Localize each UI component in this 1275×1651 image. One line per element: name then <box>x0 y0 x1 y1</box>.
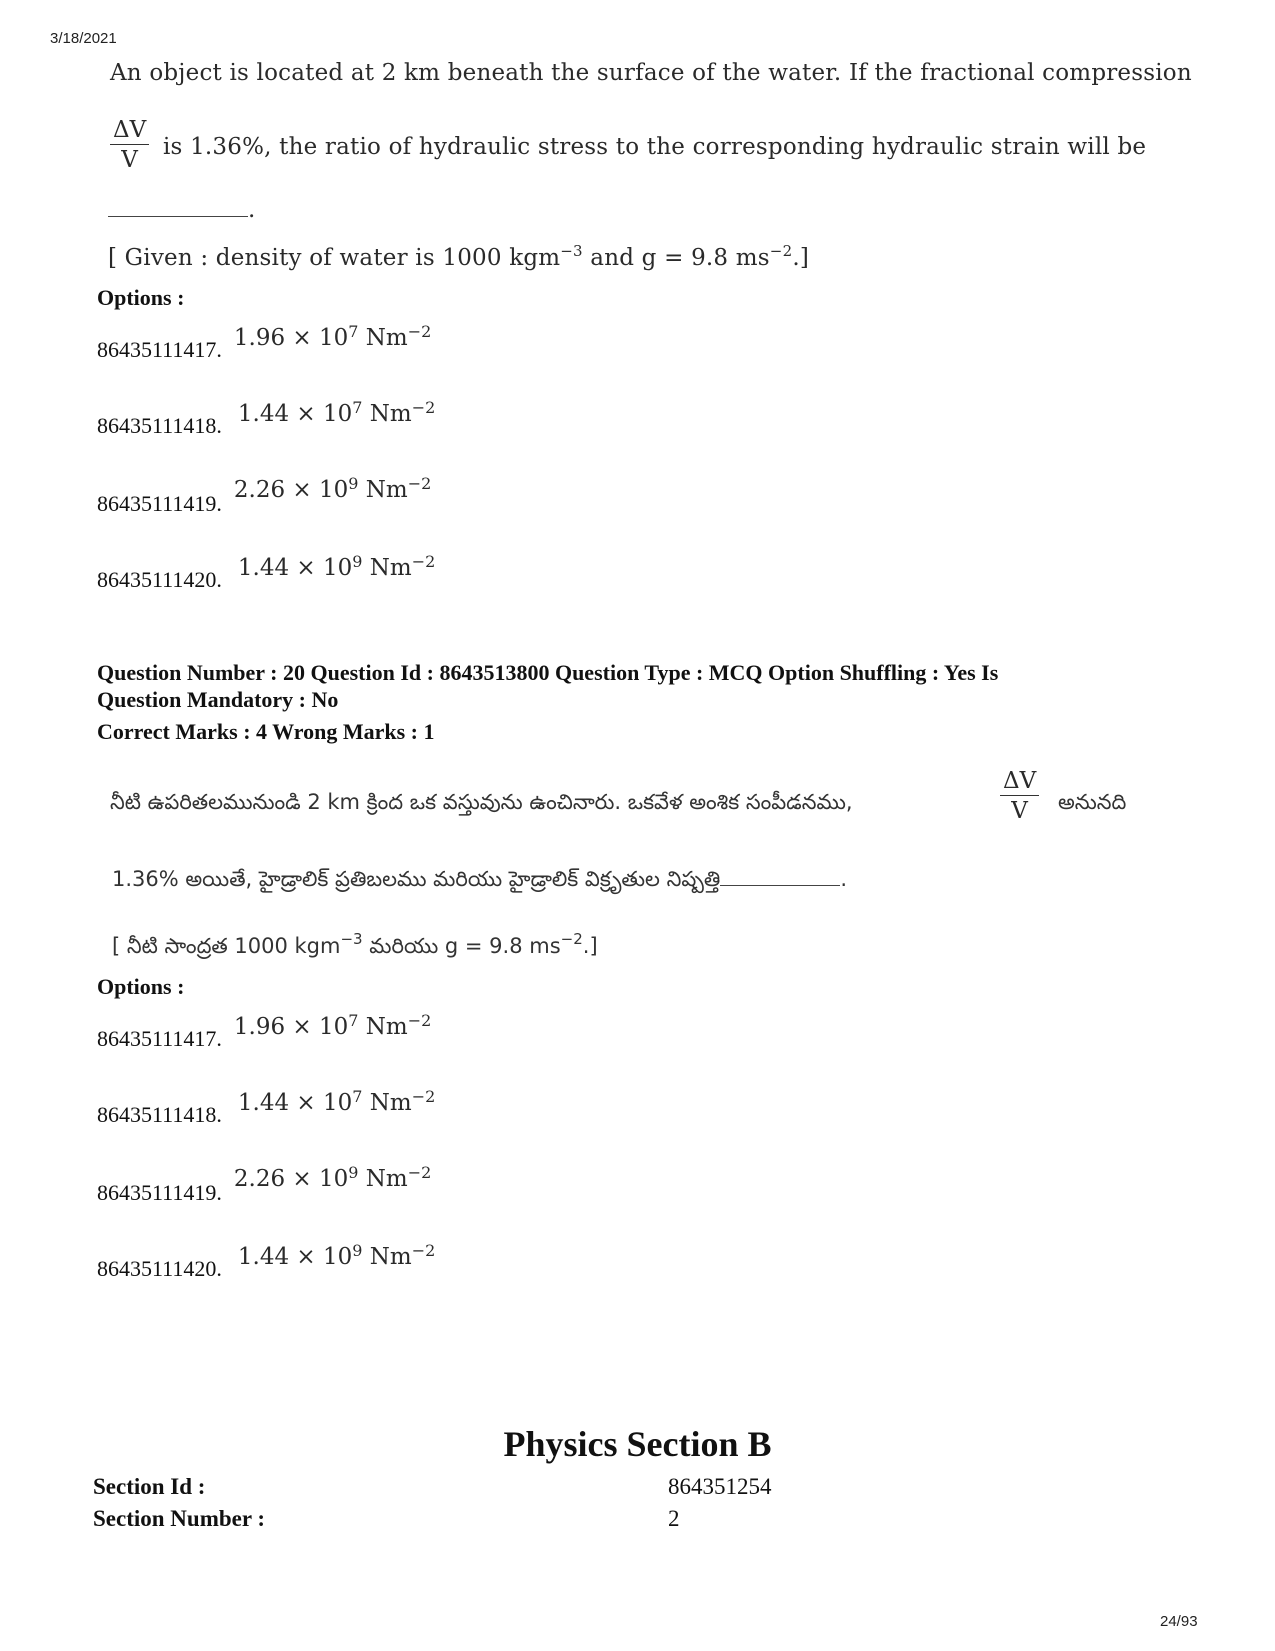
option-value: $1.44 \times 10^9$ $Nm^{-2}$ <box>237 552 436 581</box>
given-text-a: [ Given : density of water is 1000 kgm <box>108 245 561 271</box>
q19-options-label: Options : <box>97 285 185 310</box>
option-value: $1.44 \times 10^7$ $Nm^{-2}$ <box>237 398 436 427</box>
option-value: $1.44 \times 10^9$ $Nm^{-2}$ <box>237 1241 436 1270</box>
q20-option-1[interactable] <box>97 1011 432 1051</box>
section-id-value: 864351254 <box>668 1474 772 1499</box>
q20-marks: Correct Marks : 4 Wrong Marks : 1 <box>97 719 435 744</box>
te-line-2-text: 1.36% అయితే, హైడ్రాలిక్ ప్రతిబలము మరియు హైడ్రాలిక్ విక్రృతుల నిష్పత్తి <box>112 867 721 891</box>
given-text-c: .] <box>582 934 598 958</box>
q19-text-line-2: is 1.36%, the ratio of hydraulic stress to the corresponding hydraulic strain will be <box>163 134 1147 160</box>
given-exponent-2: −2 <box>769 242 793 260</box>
page-number: 24/93 <box>1160 1613 1198 1630</box>
q19-answer-blank <box>108 197 256 223</box>
q20-te-given <box>112 930 598 964</box>
q20-option-4[interactable] <box>97 1241 436 1281</box>
option-value: $1.96 \times 10^7$ $Nm^{-2}$ <box>233 322 432 351</box>
q19-option-2[interactable] <box>97 398 436 438</box>
option-id: 86435111419. <box>97 1180 222 1205</box>
q20-meta-line-2: Question Mandatory : No <box>97 687 339 712</box>
given-text-a: [ నీటి సాంద్రత 1000 kgm <box>112 934 341 958</box>
q19-option-4[interactable] <box>97 552 436 592</box>
given-text-b: మరియు g = 9.8 ms <box>362 934 561 958</box>
print-date: 3/18/2021 <box>50 30 117 47</box>
option-id: 86435111418. <box>97 413 222 438</box>
section-number-value: 2 <box>668 1506 680 1531</box>
q20-option-3[interactable] <box>97 1163 432 1205</box>
blank-period: . <box>840 867 848 891</box>
option-id: 86435111419. <box>97 491 222 516</box>
section-id-label: Section Id : <box>93 1474 206 1499</box>
option-value: $1.44 \times 10^7$ $Nm^{-2}$ <box>237 1087 436 1116</box>
q19-fraction <box>110 117 149 173</box>
option-id: 86435111417. <box>97 337 222 362</box>
fraction-numerator: ΔV <box>1000 768 1039 796</box>
option-id: 86435111420. <box>97 567 222 592</box>
option-id: 86435111418. <box>97 1102 222 1127</box>
section-number-label: Section Number : <box>93 1506 266 1531</box>
q20-option-2[interactable] <box>97 1087 436 1127</box>
q20-options-label: Options : <box>97 974 185 999</box>
q20-meta-line-1: Question Number : 20 Question Id : 8643513800 Question Type : MCQ Option Shuffling : Yes Is <box>97 660 999 685</box>
blank-line <box>108 215 248 217</box>
option-value: $2.26 \times 10^9$ $Nm^{-2}$ <box>233 1163 432 1192</box>
option-id: 86435111417. <box>97 1026 222 1051</box>
q20-fraction <box>1000 768 1039 824</box>
fraction-numerator: ΔV <box>110 117 149 145</box>
q19-text-line-1: An object is located at 2 km beneath the surface of the water. If the fractional compression <box>110 60 1192 86</box>
option-id: 86435111420. <box>97 1256 222 1281</box>
given-exponent-2: −2 <box>560 930 583 948</box>
blank-period: . <box>248 197 256 223</box>
fraction-denominator: V <box>1011 798 1028 824</box>
q19-option-1[interactable] <box>97 322 432 362</box>
q20-te-line-1-end: అనునది <box>1058 790 1127 814</box>
q20-te-line-2 <box>112 867 847 897</box>
given-text-b: and g = 9.8 ms <box>582 245 770 271</box>
given-text-c: .] <box>792 245 809 271</box>
option-value: $1.96 \times 10^7$ $Nm^{-2}$ <box>233 1011 432 1040</box>
q19-option-3[interactable] <box>97 474 432 516</box>
fraction-denominator: V <box>121 147 138 173</box>
given-exponent-1: −3 <box>340 930 363 948</box>
given-exponent-1: −3 <box>560 242 583 260</box>
blank-line <box>720 884 840 886</box>
section-title: Physics Section B <box>503 1424 772 1464</box>
q19-given <box>108 242 809 271</box>
option-value: $2.26 \times 10^9$ $Nm^{-2}$ <box>233 474 432 503</box>
q20-te-line-1: నీటి ఉపరితలమునుండి 2 km క్రింద ఒక వస్తువును ఉంచినారు. ఒకవేళ అంశిక సంపీడనము, <box>110 790 853 814</box>
